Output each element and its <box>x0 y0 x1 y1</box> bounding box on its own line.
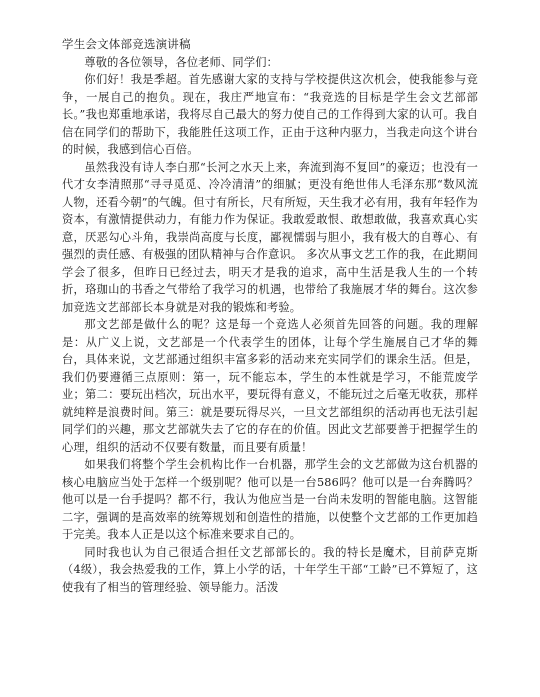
paragraph-qualifications: 同时我也认为自己很适合担任文艺部部长的。我的特长是魔术，目前萨克斯（4级），我会热爱我的工作，算上小学的话，十年学生干部“工龄”已不算短了，这使我有了相当的管理经验、领导能力。活泼 <box>62 545 478 594</box>
paragraph-self-description: 虽然我没有诗人李白那“长河之水天上来，奔流到海不复回”的豪迈；也没有一代才女李清照那“寻寻觅觅、冷冷清清”的细腻；更没有绝世伟人毛泽东那“数风流人物，还看今朝”的气魄。但寸有所长，尺有所短，天生我才必有用，我有年轻作为资本，有激情提供动力，有能力作为保证。我敢爱敢恨、敢想敢做，我喜欢真心实意，厌恶勾心斗角，我崇尚高度与长度，鄙视懦弱与胆小，我有极大的自尊心、有强烈的责任感、有极强的团队精神与合作意识。 多次从事文艺工作的我，在此期间学会了很多，但昨日已经过去，明天才是我的追求，高中生活是我人生的一个转折，珞珈山的书香之气带给了我学习的机遇，也带给了我施展才华的舞台。这次参加竞选文艺部部长本身就是对我的锻炼和考验。 <box>62 160 478 314</box>
greeting: 尊敬的各位领导，各位老师、同学们： <box>84 55 278 69</box>
paragraph-machine-metaphor: 如果我们将整个学生会机构比作一台机器，那学生会的文艺部做为这台机器的核心电脑应当处于怎样一个级别呢？他可以是一台586吗？他可以是一台奔腾吗？他可以是一台手提吗？都不行，我认为他应当是一台尚未发明的智能电脑。这智能二字，强调的是高效率的统筹规划和创造性的措施，以使整个文艺部的工作更加趋于完美。我本人正是以这个标准来要求自己的。 <box>62 458 478 541</box>
paragraph-intro: 你们好！我是季超。首先感谢大家的支持与学校提供这次机会，使我能参与竞争，一展自己的抱负。现在，我庄严地宣布：“我竞选的目标是学生会文艺部部长。”我也郑重地承诺，我将尽自己最大的努力使自己的工作得到大家的认可。我自信在同学们的帮助下，我能胜任这项工作，正由于这种内驱力，当我走向这个讲台的时候，我感到信心百倍。 <box>62 73 478 156</box>
document-title: 学生会文体部竞选演讲稿 <box>62 37 191 51</box>
paragraph-department-role: 那文艺部是做什么的呢？这是每一个竞选人必须首先回答的问题。我的理解是：从广义上说，文艺部是一个代表学生的团体，让每个学生施展自己才华的舞台，具体来说，文艺部通过组织丰富多彩的活动来充实同学们的课余生活。但是，我们仍要遵循三点原则：第一，玩不能忘本，学生的本性就是学习，不能荒废学业；第二：要玩出档次，玩出水平，要玩得有意义，不能玩过之后毫无收获，那样就纯粹是浪费时间。第三：就是要玩得尽兴，一旦文艺部组织的活动再也无法引起同学们的兴趣，那文艺部就失去了它的存在的价值。因此文艺部要善于把握学生的心理，组织的活动不仅要有数量，而且要有质量！ <box>62 318 478 454</box>
document-page <box>62 36 478 596</box>
